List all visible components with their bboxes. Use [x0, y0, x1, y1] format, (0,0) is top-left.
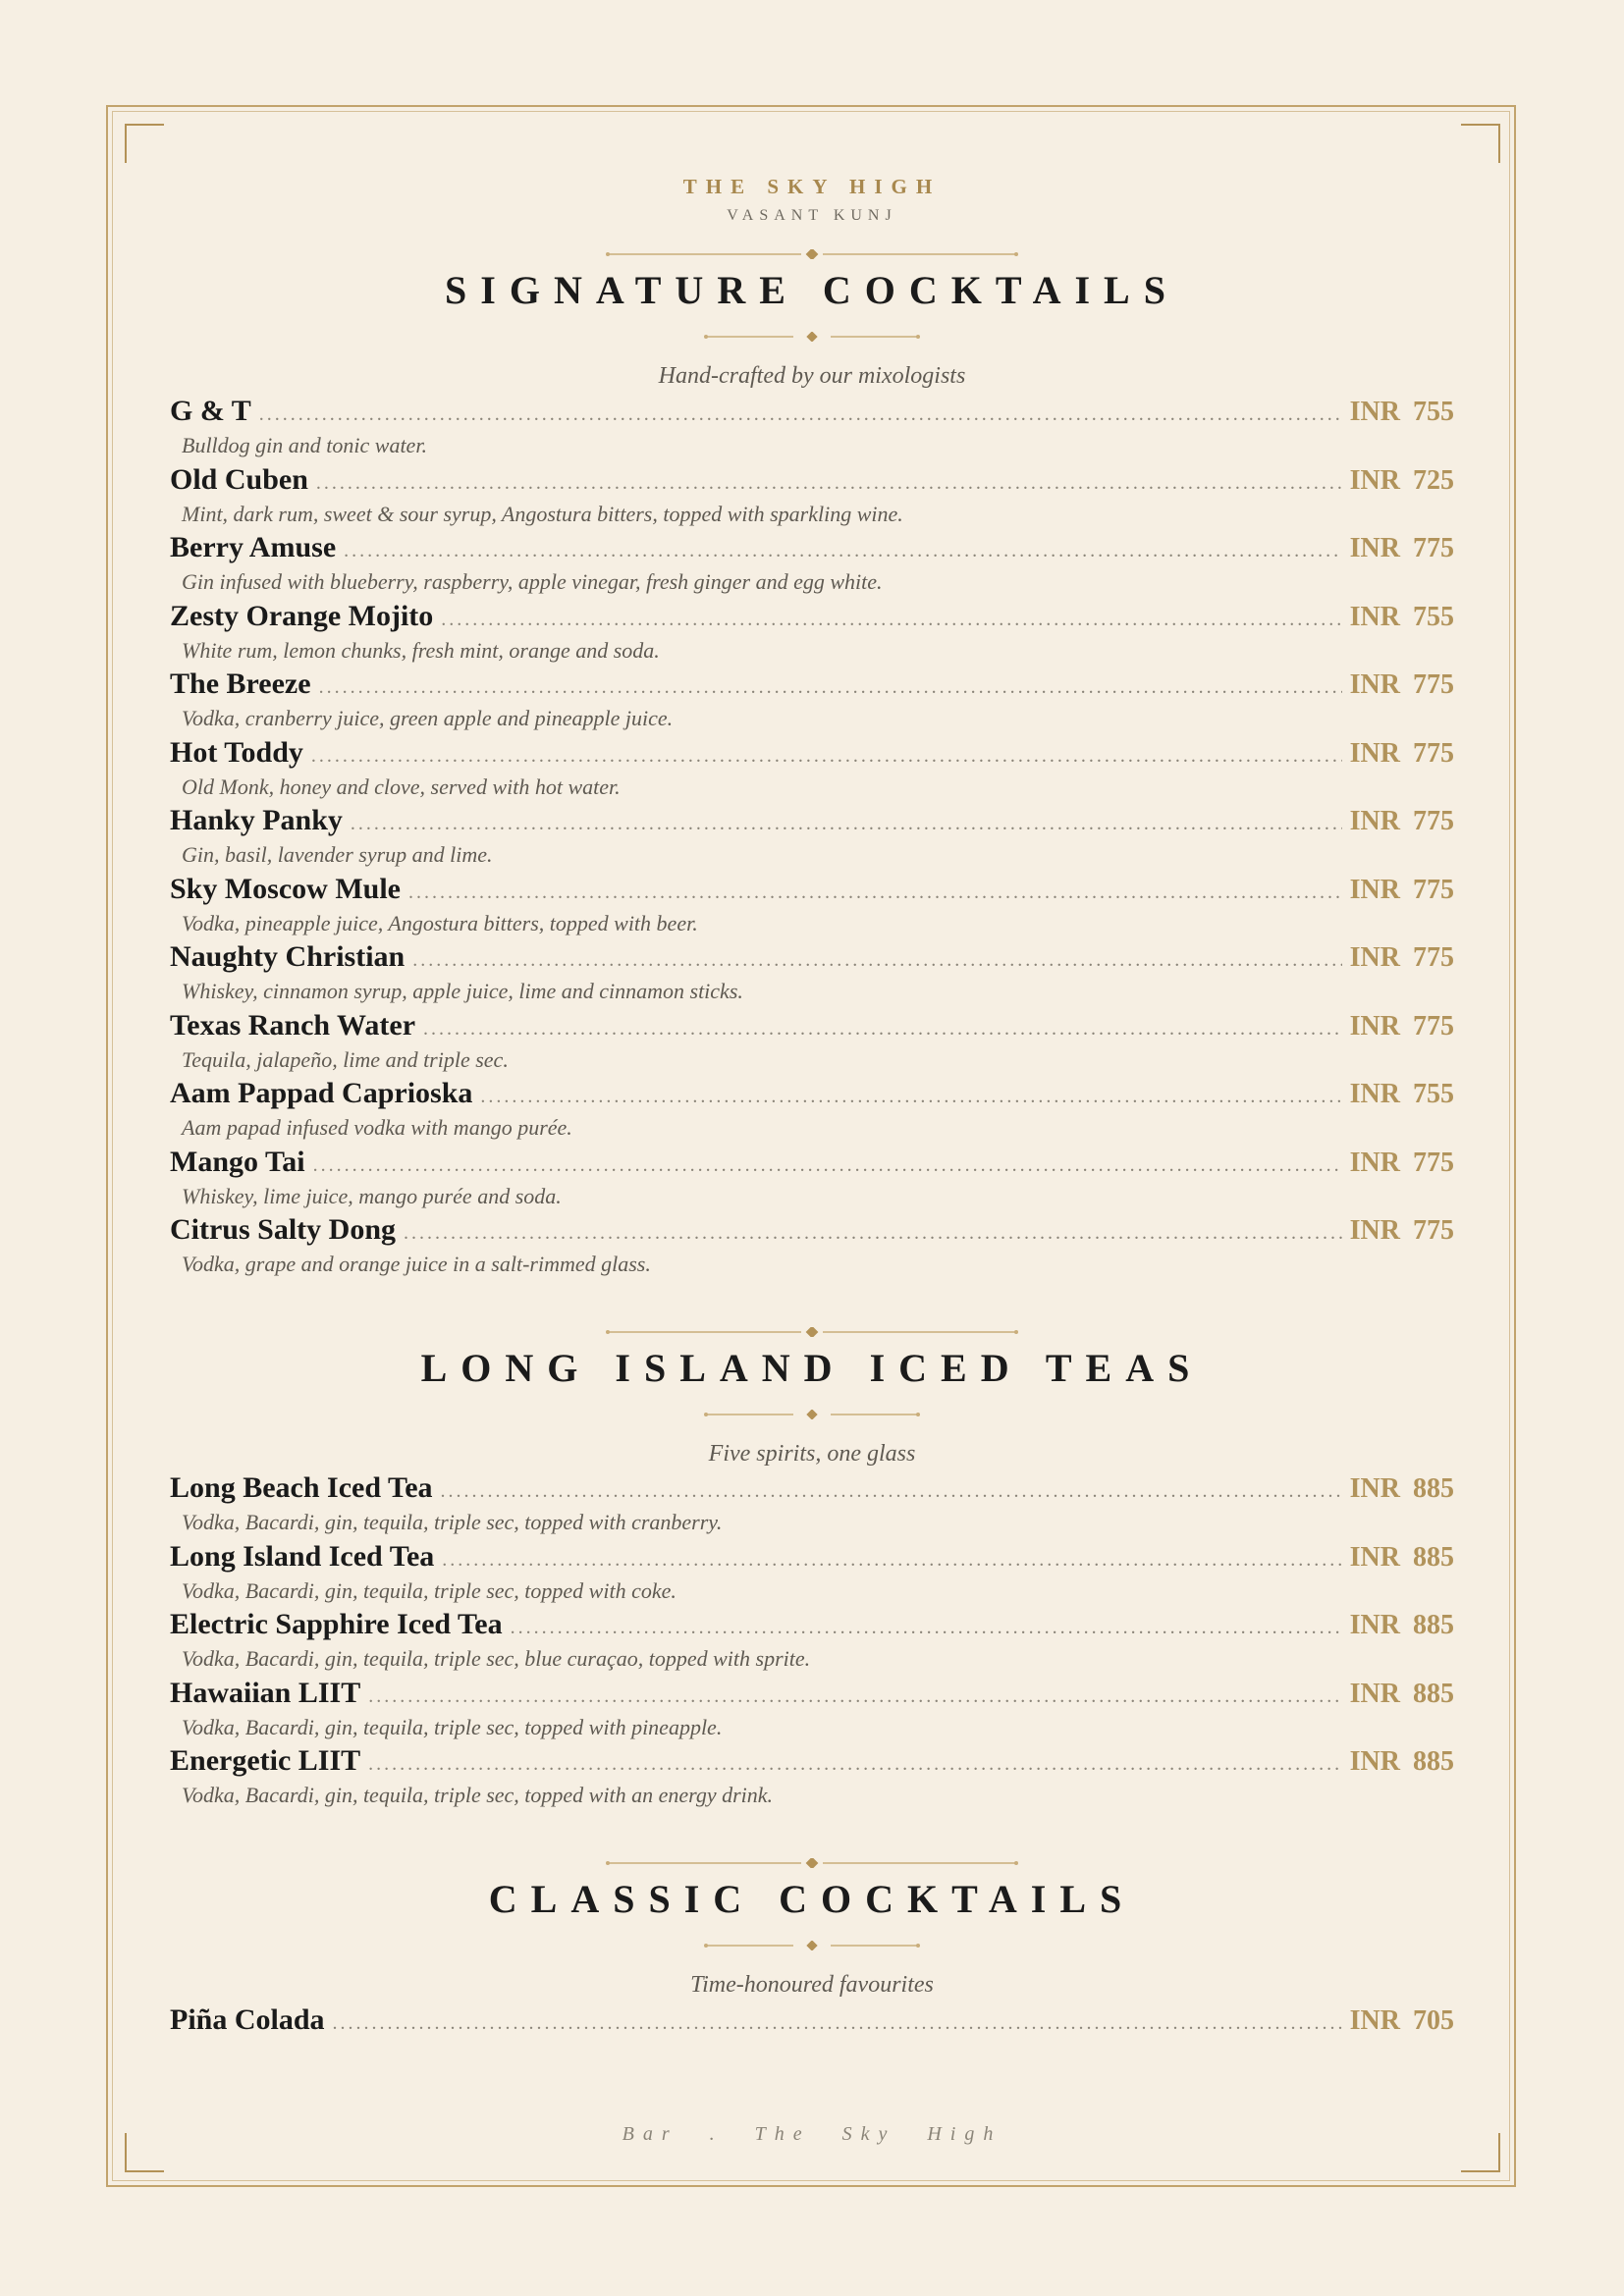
dot-leader — [368, 1753, 1342, 1776]
item-name: G & T — [170, 395, 251, 427]
venue-name: THE SKY HIGH — [682, 175, 942, 198]
menu-item — [170, 873, 1454, 941]
dot-leader — [408, 881, 1342, 904]
item-description: Whiskey, lime juice, mango purée and soda. — [182, 1183, 562, 1208]
item-price: INR 775 — [1349, 737, 1454, 769]
item-price: INR 775 — [1349, 942, 1454, 973]
item-price: INR 885 — [1349, 1678, 1454, 1709]
divider-ornament — [0, 1858, 1624, 1868]
item-description: Aam papad infused vodka with mango purée. — [182, 1115, 572, 1140]
menu-item — [170, 1077, 1454, 1146]
menu-item — [170, 1608, 1454, 1677]
item-description: Vodka, Bacardi, gin, tequila, triple sec, topped with cranberry. — [182, 1510, 723, 1534]
item-name: The Breeze — [170, 667, 311, 700]
menu-item — [170, 804, 1454, 873]
menu-item — [170, 1744, 1454, 1813]
divider-ornament — [0, 249, 1624, 259]
menu-item — [170, 395, 1454, 463]
section-subtitle: Hand-crafted by our mixologists — [658, 363, 966, 389]
item-price: INR 775 — [1349, 533, 1454, 563]
divider-ornament — [0, 1327, 1624, 1337]
item-name: Hawaiian LIIT — [170, 1676, 361, 1709]
item-price: INR 775 — [1349, 1147, 1454, 1178]
dot-leader — [511, 1617, 1342, 1639]
dot-leader — [404, 1222, 1342, 1245]
item-name: Texas Ranch Water — [170, 1008, 416, 1041]
section-title-classic-cocktails: CLASSIC COCKTAILS — [488, 1877, 1136, 1921]
item-price: INR 755 — [1349, 1079, 1454, 1109]
item-name: Hot Toddy — [170, 735, 303, 769]
menu-item — [170, 531, 1454, 600]
menu-item — [170, 736, 1454, 805]
item-description: Vodka, pineapple juice, Angostura bitters, topped with beer. — [182, 910, 698, 935]
item-description: Whiskey, cinnamon syrup, apple juice, lime and cinnamon sticks. — [182, 979, 743, 1003]
menu-item — [170, 1146, 1454, 1214]
item-name: Electric Sapphire Iced Tea — [170, 1608, 503, 1640]
item-name: Naughty Christian — [170, 940, 406, 973]
item-name: Energetic LIIT — [170, 1744, 361, 1777]
menu-item — [170, 1677, 1454, 1745]
item-price: INR 725 — [1349, 464, 1454, 496]
item-description: Gin infused with blueberry, raspberry, apple vinegar, fresh ginger and egg white. — [182, 569, 883, 594]
item-description: Vodka, grape and orange juice in a salt-rimmed glass. — [182, 1252, 651, 1276]
item-name: Aam Pappad Caprioska — [170, 1077, 473, 1109]
divider-ornament — [0, 1941, 1624, 1950]
item-price: INR 705 — [1349, 2005, 1454, 2036]
item-description: Vodka, Bacardi, gin, tequila, triple sec, topped with an energy drink. — [182, 1783, 774, 1807]
item-name: Long Island Iced Tea — [170, 1539, 435, 1573]
item-description: Tequila, jalapeño, lime and triple sec. — [182, 1046, 509, 1072]
item-name: Sky Moscow Mule — [170, 872, 401, 905]
item-description: Old Monk, honey and clove, served with hot water. — [182, 774, 621, 799]
menu-item — [170, 1471, 1454, 1540]
corner-ornament-top-right — [1461, 124, 1500, 163]
dot-leader — [313, 1154, 1342, 1177]
item-description: Vodka, Bacardi, gin, tequila, triple sec, blue curaçao, topped with sprite. — [182, 1646, 811, 1671]
item-description: Mint, dark rum, sweet & sour syrup, Angostura bitters, topped with sparkling wine. — [182, 501, 903, 526]
dot-leader — [316, 472, 1342, 495]
divider-ornament — [0, 1410, 1624, 1419]
item-price: INR 775 — [1349, 1010, 1454, 1041]
item-name: Citrus Salty Dong — [170, 1213, 397, 1246]
item-description: Gin, basil, lavender syrup and lime. — [182, 842, 493, 867]
item-price: INR 885 — [1349, 1473, 1454, 1504]
dot-leader — [368, 1685, 1341, 1708]
dot-leader — [344, 540, 1342, 562]
dot-leader — [442, 1549, 1341, 1572]
item-price: INR 775 — [1349, 806, 1454, 836]
item-price: INR 775 — [1349, 669, 1454, 700]
section-subtitle: Five spirits, one glass — [708, 1441, 916, 1467]
item-price: INR 755 — [1349, 397, 1454, 427]
item-name: Hanky Panky — [170, 804, 343, 836]
item-description: Bulldog gin and tonic water. — [182, 433, 427, 457]
dot-leader — [412, 949, 1341, 972]
menu-item — [170, 940, 1454, 1009]
section-title-signature-cocktails: SIGNATURE COCKTAILS — [445, 268, 1179, 312]
item-description: Vodka, Bacardi, gin, tequila, triple sec, topped with pineapple. — [182, 1714, 723, 1739]
divider-ornament — [0, 332, 1624, 342]
menu-item — [170, 2003, 1454, 2072]
dot-leader — [441, 609, 1341, 631]
item-name: Old Cuben — [170, 462, 308, 496]
item-price: INR 885 — [1349, 1541, 1454, 1573]
dot-leader — [319, 676, 1342, 699]
item-name: Piña Colada — [170, 2003, 325, 2036]
footer-text: Bar . The Sky High — [622, 2123, 1002, 2145]
item-name: Zesty Orange Mojito — [170, 599, 434, 632]
menu-item — [170, 1009, 1454, 1078]
menu-item — [170, 463, 1454, 532]
menu-item — [170, 667, 1454, 736]
menu-item — [170, 1213, 1454, 1282]
dot-leader — [333, 2012, 1342, 2035]
dot-leader — [311, 745, 1342, 768]
item-price: INR 885 — [1349, 1746, 1454, 1777]
section-subtitle: Time-honoured favourites — [690, 1972, 934, 1998]
item-price: INR 885 — [1349, 1610, 1454, 1640]
dot-leader — [351, 813, 1342, 835]
section-title-long-island-iced-teas: LONG ISLAND ICED TEAS — [420, 1346, 1204, 1390]
dot-leader — [423, 1018, 1342, 1041]
item-description: Vodka, cranberry juice, green apple and pineapple juice. — [182, 706, 674, 730]
menu-item — [170, 1540, 1454, 1609]
item-description: Vodka, Bacardi, gin, tequila, triple sec, topped with coke. — [182, 1577, 677, 1603]
item-price: INR 755 — [1349, 601, 1454, 632]
item-name: Mango Tai — [170, 1145, 305, 1178]
venue-location: VASANT KUNJ — [727, 207, 897, 224]
dot-leader — [441, 1480, 1342, 1503]
item-price: INR 775 — [1349, 1215, 1454, 1246]
dot-leader — [480, 1086, 1341, 1108]
item-name: Berry Amuse — [170, 531, 337, 563]
menu-item — [170, 600, 1454, 668]
item-name: Long Beach Iced Tea — [170, 1471, 433, 1504]
item-description: White rum, lemon chunks, fresh mint, orange and soda. — [182, 637, 660, 663]
dot-leader — [259, 403, 1342, 426]
item-price: INR 775 — [1349, 874, 1454, 905]
corner-ornament-top-left — [125, 124, 164, 163]
